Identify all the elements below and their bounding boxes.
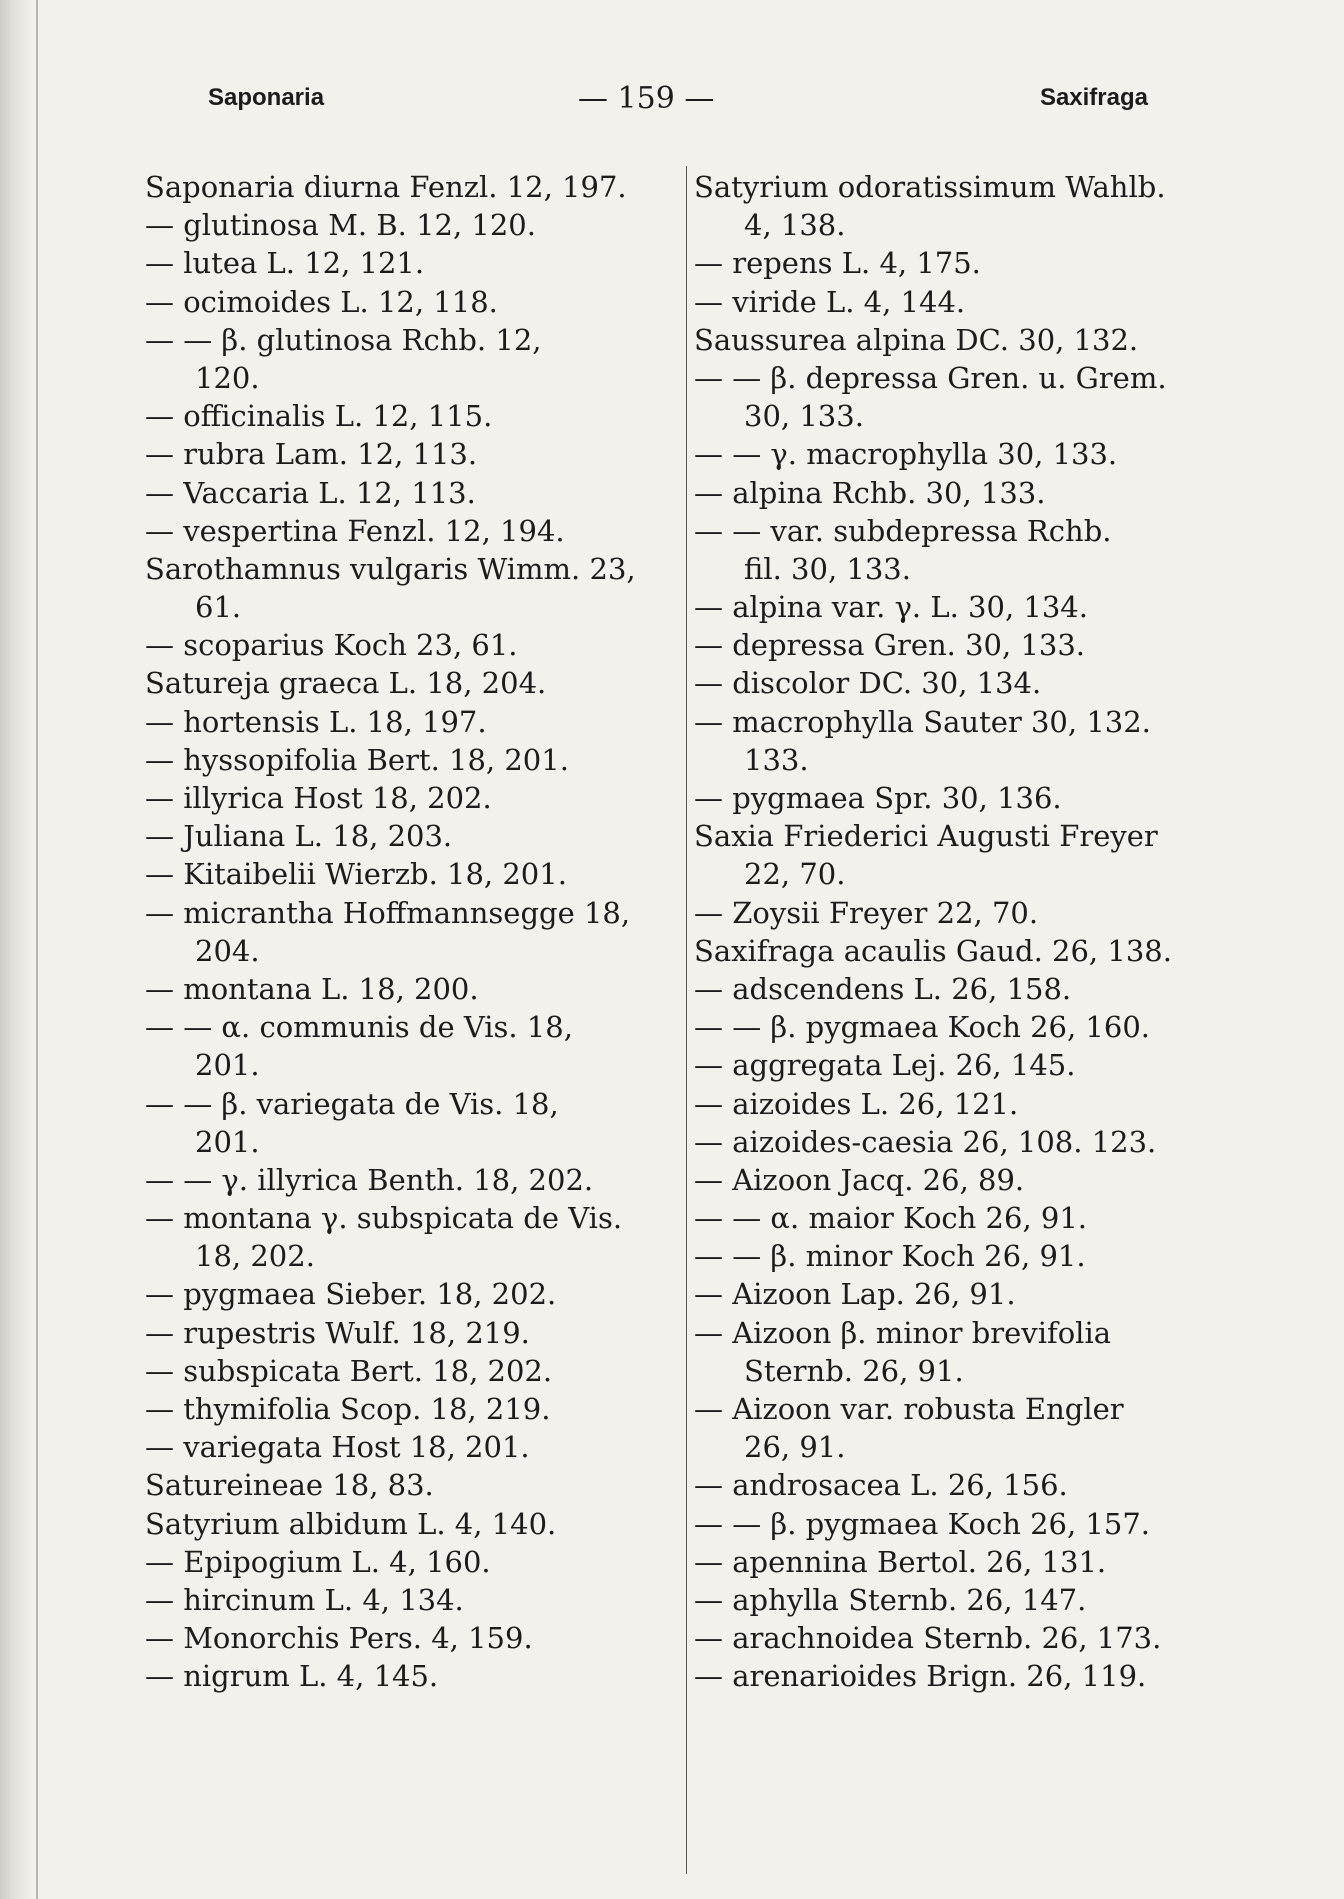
page-edge-shadow [0, 0, 34, 1899]
index-entry: Satyrium odoratissimum Wahlb. [694, 170, 1166, 204]
index-entry-continuation: 133. [744, 742, 809, 777]
index-entry-continuation: Sternb. 26, 91. [744, 1353, 964, 1388]
index-entry: — adscendens L. 26, 158. [694, 971, 1072, 1006]
index-entry: — variegata Host 18, 201. [145, 1430, 530, 1465]
header-left-term: Saponaria [208, 84, 325, 111]
index-entry: — subspicata Bert. 18, 202. [145, 1353, 553, 1388]
index-entry: — — β. pygmaea Koch 26, 160. [694, 1010, 1150, 1045]
index-entry: — rupestris Wulf. 18, 219. [145, 1315, 530, 1350]
index-entry-continuation: 201. [195, 1124, 260, 1159]
index-entry: — — β. minor Koch 26, 91. [694, 1239, 1086, 1274]
page-binding-line [36, 0, 38, 1899]
index-entry: — alpina var. γ. L. 30, 134. [694, 590, 1088, 625]
running-header [208, 81, 1148, 124]
index-entry-continuation: 204. [195, 933, 260, 968]
index-entry: Satureineae 18, 83. [145, 1468, 434, 1503]
index-entry: — depressa Gren. 30, 133. [694, 628, 1086, 663]
index-entry: Saxia Friederici Augusti Freyer [694, 819, 1158, 854]
index-entry: Satureja graeca L. 18, 204. [145, 666, 547, 701]
index-entry-continuation: fil. 30, 133. [744, 551, 911, 586]
index-entry: — — β. glutinosa Rchb. 12, [145, 322, 542, 357]
index-entry: — vespertina Fenzl. 12, 194. [145, 513, 565, 548]
column-divider [686, 166, 687, 1874]
index-entry: Saxifraga acaulis Gaud. 26, 138. [694, 933, 1172, 968]
index-entry: — glutinosa M. B. 12, 120. [145, 208, 536, 243]
index-entry: — Aizoon var. robusta Engler [694, 1392, 1124, 1426]
index-entry: — viride L. 4, 144. [694, 284, 966, 319]
index-entry: — — γ. illyrica Benth. 18, 202. [145, 1162, 594, 1197]
index-column-left [145, 168, 673, 1696]
index-entry: Saponaria diurna Fenzl. 12, 197. [145, 170, 627, 204]
header-right-term: Saxifraga [1039, 84, 1148, 111]
index-entry: Saussurea alpina DC. 30, 132. [694, 322, 1139, 357]
index-entry: — illyrica Host 18, 202. [145, 781, 492, 815]
index-entry: — — γ. macrophylla 30, 133. [694, 437, 1118, 472]
index-entry-continuation: 201. [195, 1048, 260, 1083]
index-entry: — Aizoon Lap. 26, 91. [694, 1277, 1016, 1312]
index-entry-continuation: 26, 91. [744, 1430, 846, 1465]
index-entry: — lutea L. 12, 121. [145, 246, 425, 281]
index-entry: — — α. communis de Vis. 18, [145, 1010, 573, 1045]
index-entry: — apennina Bertol. 26, 131. [694, 1544, 1107, 1579]
index-entry: — macrophylla Sauter 30, 132. [694, 704, 1151, 739]
index-entry: — — β. depressa Gren. u. Grem. [694, 360, 1167, 395]
index-entry: — Aizoon Jacq. 26, 89. [694, 1162, 1025, 1197]
index-entry: — hyssopifolia Bert. 18, 201. [145, 742, 569, 777]
index-entry: — aphylla Sternb. 26, 147. [694, 1582, 1087, 1617]
page-number: — 159 — [578, 81, 715, 116]
index-entry: — — α. maior Koch 26, 91. [694, 1201, 1088, 1236]
index-entry: — hircinum L. 4, 134. [145, 1582, 464, 1617]
index-entry: — — β. pygmaea Koch 26, 157. [694, 1506, 1150, 1541]
index-entry: — scoparius Koch 23, 61. [145, 628, 518, 663]
index-entry: — ocimoides L. 12, 118. [145, 284, 498, 319]
index-entry-continuation: 22, 70. [744, 857, 846, 892]
index-entry: — arenarioides Brign. 26, 119. [694, 1659, 1147, 1694]
index-entry: — discolor DC. 30, 134. [694, 666, 1042, 701]
index-entry: — officinalis L. 12, 115. [145, 399, 493, 434]
index-entry-continuation: 61. [195, 590, 242, 625]
index-entry: — hortensis L. 18, 197. [145, 704, 487, 739]
index-column-right [694, 168, 1214, 1696]
index-entry: — montana L. 18, 200. [145, 971, 479, 1006]
index-entry: — montana γ. subspicata de Vis. [145, 1201, 623, 1236]
index-entry: — aizoides L. 26, 121. [694, 1086, 1019, 1121]
index-entry: — Aizoon β. minor brevifolia [694, 1315, 1112, 1350]
index-entry: — rubra Lam. 12, 113. [145, 437, 478, 472]
index-entry: — aizoides-caesia 26, 108. 123. [694, 1124, 1157, 1159]
index-entry: — thymifolia Scop. 18, 219. [145, 1392, 551, 1426]
index-entry: — Monorchis Pers. 4, 159. [145, 1621, 533, 1656]
index-entry: — nigrum L. 4, 145. [145, 1659, 439, 1694]
index-entry: — Zoysii Freyer 22, 70. [694, 895, 1039, 930]
index-entry: — arachnoidea Sternb. 26, 173. [694, 1621, 1162, 1656]
index-entry: — androsacea L. 26, 156. [694, 1468, 1068, 1503]
index-entry: — — β. variegata de Vis. 18, [145, 1086, 559, 1121]
index-entry: Satyrium albidum L. 4, 140. [145, 1506, 557, 1541]
index-entry: — repens L. 4, 175. [694, 246, 981, 281]
index-entry-continuation: 4, 138. [744, 208, 846, 243]
index-entry: — pygmaea Spr. 30, 136. [694, 781, 1062, 815]
index-entry: — — var. subdepressa Rchb. [694, 513, 1112, 548]
index-entry: — micrantha Hoffmannsegge 18, [145, 895, 631, 930]
index-entry: — Vaccaria L. 12, 113. [145, 475, 476, 510]
index-entry: — Kitaibelii Wierzb. 18, 201. [145, 857, 567, 892]
index-entry: — Juliana L. 18, 203. [145, 819, 453, 854]
index-entry-continuation: 18, 202. [195, 1239, 315, 1274]
index-entry-continuation: 30, 133. [744, 399, 864, 434]
index-entry: — alpina Rchb. 30, 133. [694, 475, 1046, 510]
index-entry: — Epipogium L. 4, 160. [145, 1544, 491, 1579]
index-entry: Sarothamnus vulgaris Wimm. 23, [145, 551, 636, 586]
index-entry: — pygmaea Sieber. 18, 202. [145, 1277, 557, 1312]
index-entry: — aggregata Lej. 26, 145. [694, 1048, 1076, 1083]
index-entry-continuation: 120. [195, 360, 260, 395]
